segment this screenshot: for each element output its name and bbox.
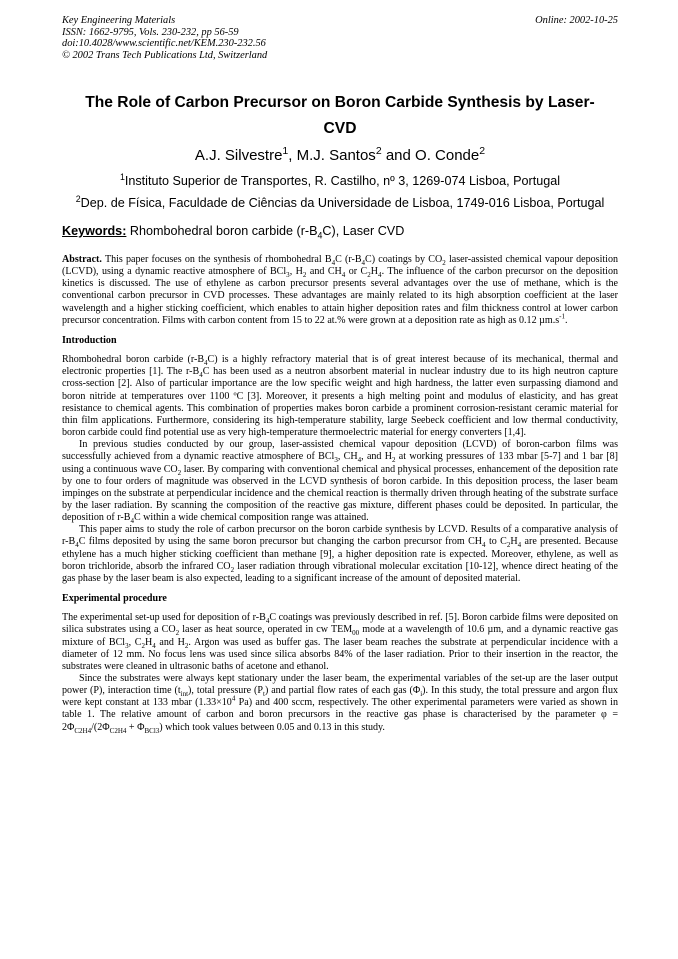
subscript: 3 — [286, 271, 290, 280]
text-run: C (r-B — [335, 254, 362, 265]
subscript: 4 — [378, 271, 382, 280]
text-run: + Φ — [126, 721, 145, 733]
text-run: H — [145, 636, 153, 648]
text-run: ) and partial flow rates of each gas (Φ — [264, 685, 421, 697]
keywords-text: C), Laser CVD — [322, 224, 405, 238]
experimental-paragraph-1 — [62, 612, 618, 673]
text-run: at working pressures of 133 mbar [5-7] and 1 bar [8] using a continuous wave CO — [62, 451, 618, 475]
text-run: H — [370, 266, 379, 278]
paper-title — [62, 90, 618, 142]
keywords-line — [62, 223, 618, 239]
text-run: In previous studies conducted by our group, laser-assisted chemical vapour deposition (LCVD) of boron-carbon films was successfully achieved from a dynamic reactive atmosphere of BCl — [62, 439, 618, 463]
text-run: laser. By comparing with conventional chemical and physical processes, enhancement of the deposition rate by one to four orders of magnitude was observed in the LCVD synthesis of boron carbide. In this deposition process, the laser beam impinges on the substrate at perpendicular incidence and the chemical reaction is thermally driven through heating of the substrate surface by the laser radiation. By scanning the composition of the reactive gas mixture, different phases could be deposited. In particular, the deposition of r-B — [62, 463, 619, 524]
subscript: 4 — [331, 259, 336, 267]
text-run: ), total pressure (P — [188, 685, 263, 697]
affiliation-1 — [62, 173, 618, 189]
keywords-label: Keywords: — [62, 224, 127, 238]
author-list — [62, 147, 618, 165]
superscript: 4 — [231, 694, 236, 703]
subscript: C2H4 — [109, 726, 127, 735]
superscript: -1 — [559, 312, 565, 321]
spacer — [62, 347, 618, 354]
subscript: 2 — [230, 565, 235, 574]
section-heading-introduction: Introduction — [62, 334, 117, 346]
subscript: 4 — [482, 541, 486, 550]
abstract-paragraph — [62, 254, 618, 327]
subscript: 4 — [317, 230, 323, 241]
subscript: 2 — [177, 468, 182, 477]
text-run: C) is a highly refractory material that is of great interest because of its mechanical, thermal and electronic properties [1]. The r-B — [62, 354, 618, 378]
subscript: 2 — [442, 259, 446, 267]
abstract-label: Abstract. — [62, 254, 102, 265]
spacer — [62, 605, 618, 612]
online-date: Online: 2002-10-25 — [535, 15, 618, 26]
text-run: , H — [289, 266, 303, 278]
author-1-affiliation-mark: 1 — [282, 145, 289, 157]
author-2-affiliation-mark: 2 — [375, 145, 382, 157]
text-run: The experimental set-up used for deposition of r-B — [62, 612, 266, 624]
author-3: O. Conde — [415, 147, 480, 164]
text-run: laser-assisted chemical vapour deposition (LCVD), using a dynamic reactive atmosphere of BCl — [62, 254, 618, 278]
subscript: int — [180, 690, 189, 699]
text-run: ). In this study, the total pressure and argon flux were kept constant at 133 mbar (1.33×10 — [62, 685, 618, 709]
text-run: C coatings was previously described in ref. [5]. Boron carbide films were deposited on silica substrates using a CO — [62, 612, 618, 636]
subscript: 2 — [391, 456, 396, 465]
subscript: t — [262, 690, 265, 699]
keywords-text: Rhombohedral boron carbide (r-B — [126, 224, 318, 238]
journal-name: Key Engineering Materials — [62, 15, 176, 26]
title-line-2: CVD — [323, 120, 357, 137]
text-run: , and H — [361, 451, 392, 463]
subscript: i — [420, 690, 423, 699]
text-run: and H — [155, 636, 185, 648]
text-run: Since the substrates were always kept stationary under the laser beam, the experimental variables of the set-up are the laser output power (P), interaction time (t — [62, 673, 618, 697]
affiliation-2-mark: 2 — [75, 193, 81, 204]
journal-header — [62, 15, 618, 61]
subscript: 2 — [175, 629, 180, 638]
text-run: Rhombohedral boron carbide (r-B — [62, 354, 205, 366]
text-run: laser as heat source, operated in cw TEM — [179, 624, 353, 636]
subscript: 2 — [141, 641, 145, 650]
affiliation-1-mark: 1 — [119, 171, 125, 182]
text-run: C has been used as a neutron absorbent material in nuclear industry due to its high neutron capture cross-section [2]. Also of particular importance are the low specific weight and high hardness, the latter even surpassing diamond and boron nitride at temperatures over 1100 ºC [3]. Moreover, it presents a high melting point and modulus of elasticity, and has great resistance to chemical agents. This combination of properties makes boron carbide a prominent corrosion-resistant ceramic material for thin film applications. Furthermore, considering its high-temperature stability, large Seebeck coefficient and low thermal conductivity, boron carbide could find potential use as very high-temperature thermoelectric material for energy converters [1,4]. — [62, 366, 618, 439]
text-run: to C — [485, 536, 507, 548]
text-run: . — [564, 314, 568, 326]
issn-line: ISSN: 1662-9795, Vols. 230-232, pp 56-59 — [62, 26, 239, 38]
subscript: 4 — [265, 617, 270, 626]
intro-paragraph-1 — [62, 354, 618, 439]
spacer — [62, 327, 618, 335]
text-run: Pa) and 400 sccm, respectively. The other experimental parameters were varied as shown in table 1. The relative amount of carbon and boron precursors in the reactive gas phase is characterised by the parameter φ = 2Φ — [62, 697, 618, 733]
text-run: . Argon was used as buffer gas. The laser beam reaches the substrate at perpendicular incidence with a diameter of 12 mm. No focus lens was used since silica absorbs 84% of the laser radiation. Prior to their insertion in the reactor, the substrates were cleaned in ultrasonic baths of acetone and ethanol. — [62, 636, 618, 672]
subscript: 4 — [341, 271, 346, 280]
subscript: 2 — [367, 271, 371, 280]
doi-line: doi:10.4028/www.scientific.net/KEM.230-232.56 — [62, 38, 266, 50]
text-run: , C — [128, 636, 142, 648]
text-run: This paper aims to study the role of carbon precursor on the boron carbide synthesis by LCVD. Results of a comparative analysis of r-B — [62, 524, 618, 548]
text-run: or C — [345, 266, 368, 278]
text-run: H — [510, 536, 518, 548]
subscript: 4 — [130, 517, 134, 526]
affiliation-2 — [62, 195, 618, 211]
intro-paragraph-3 — [62, 524, 618, 585]
subscript: 2 — [184, 641, 189, 650]
subscript: 4 — [357, 456, 362, 465]
section-heading-experimental: Experimental procedure — [62, 593, 167, 605]
text-run: C within a wide chemical composition range was attained. — [133, 512, 369, 524]
author-2: M.J. Santos — [296, 147, 376, 164]
text-run: /(2Φ — [91, 721, 110, 733]
text-run: This paper focuses on the synthesis of rhombohedral B — [101, 254, 332, 265]
experimental-paragraph-2 — [62, 673, 618, 734]
subscript: 2 — [506, 541, 511, 550]
subscript: C2H4 — [74, 726, 92, 735]
intro-paragraph-2 — [62, 439, 618, 524]
affiliation-2-text: Dep. de Física, Faculdade de Ciências da Universidade de Lisboa, 1749-016 Lisboa, Portugal — [80, 196, 605, 210]
subscript: 4 — [361, 259, 366, 267]
text-run: are presented. Because ethylene has a much higher sticking coefficient than methane [9], a higher deposition rate is expected. Moreover, ethylene, as well as boron trichloride, absorb the infrared CO — [62, 536, 619, 572]
subscript: 4 — [152, 641, 156, 650]
subscript: 4 — [75, 541, 79, 550]
subscript: 4 — [199, 371, 203, 380]
subscript: 2 — [302, 271, 307, 280]
subscript: 3 — [125, 641, 129, 650]
subscript: BCl3 — [144, 726, 160, 735]
title-line-1: The Role of Carbon Precursor on Boron Carbide Synthesis by Laser- — [85, 94, 595, 111]
text-run: and CH — [306, 266, 342, 278]
copyright-line: © 2002 Trans Tech Publications Ltd, Switzerland — [62, 49, 268, 61]
text-run: mode at a wavelength of 10.6 µm, and a dynamic reactive gas mixture of BCl — [62, 624, 618, 648]
subscript: 3 — [334, 456, 338, 465]
text-run: C) coatings by CO — [365, 254, 443, 265]
text-run: , CH — [337, 451, 358, 463]
subscript: 4 — [204, 359, 208, 368]
text-run: laser radiation through vibrational molecular excitation [10-12], whence direct heating of the gas phase by the laser beam is also expected, leading to a significant increase of the amount of deposited material. — [62, 560, 618, 584]
text-run: . The influence of the carbon precursor on the deposition kinetics is discussed. The use of ethylene as carbon precursor presents several advantages over the use of methane, which is the conventional carbon precursor in CVD processes. These advantages are mainly related to its high absorption coefficient at the laser wavelength and a higher sticking coefficient, which enables to attain higher deposition rates and film thickness control at lower carbon precursor concentration. Films with carbon content from 15 to 22 at.% were grown at a deposition rate as high as 0.12 µm.s — [62, 266, 619, 326]
text-run: ) which took values between 0.05 and 0.13 in this study. — [159, 721, 385, 733]
author-1: A.J. Silvestre — [194, 147, 283, 164]
spacer — [62, 585, 618, 593]
author-separator: , — [288, 147, 297, 164]
author-separator: and — [381, 147, 416, 164]
subscript: 00 — [352, 629, 360, 638]
text-run: C films deposited by using the same boron precursor but changing the carbon precursor from CH — [78, 536, 483, 548]
subscript: 4 — [517, 541, 522, 550]
author-3-affiliation-mark: 2 — [479, 145, 486, 157]
paper-body — [62, 254, 618, 734]
affiliation-1-text: Instituto Superior de Transportes, R. Castilho, nº 3, 1269-074 Lisboa, Portugal — [124, 174, 561, 188]
